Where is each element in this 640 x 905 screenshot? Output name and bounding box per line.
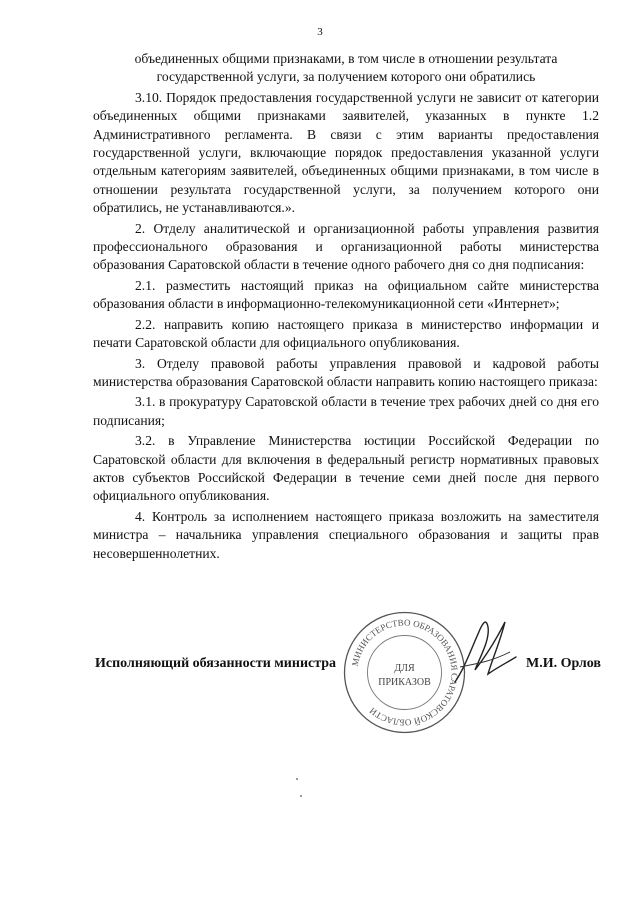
- paragraph-2: 2. Отделу аналитической и организационной работы управления развития профессионального образования и организационной работы министерства образования Саратовской области в течение одного рабочего дня со дня подписания:: [93, 220, 599, 273]
- signatory-name: М.И. Орлов: [526, 656, 601, 671]
- paragraph-3-10: 3.10. Порядок предоставления государственной услуги не зависит от категории объединенных общими признаками заявителей, указанных в пункте 1.2 Административного регламента. В связи с этим варианты предоставления государственной услуги, включающие порядок предоставления указанной услуги отдельным категориям заявителей, объединенных общими признаками, в том числе в отношении результата государственной услуги, за получением которого они обратились, не устанавливаются.».: [93, 89, 599, 216]
- paragraph-3: 3. Отделу правовой работы управления правовой и кадровой работы министерства образования Саратовской области направить копию настоящего приказа:: [93, 355, 599, 389]
- handwritten-signature: [450, 612, 520, 692]
- paragraph-continuation: объединенных общими признаками, в том числе в отношении результата государственной услуги, за получением которого они обратились: [134, 51, 558, 85]
- paragraph-4: 4. Контроль за исполнением настоящего приказа возложить на заместителя министра – начальника управления специального образования и защиты прав несовершеннолетних.: [93, 508, 599, 561]
- official-stamp: [342, 610, 467, 735]
- stamp-center-line1: ДЛЯ: [394, 663, 415, 674]
- stamp-center-line2: ПРИКАЗОВ: [378, 677, 431, 688]
- signatory-title: Исполняющий обязанности министра: [95, 656, 337, 671]
- paragraph-2-1: 2.1. разместить настоящий приказ на официальном сайте министерства образования области в информационно-телекомуникационной сети «Интернет»;: [93, 277, 599, 312]
- scan-artifact-dot: [296, 778, 298, 780]
- paragraph-3-1: 3.1. в прокуратуру Саратовской области в течение трех рабочих дней со дня его подписания;: [93, 394, 599, 428]
- scan-artifact-dot: [300, 795, 302, 797]
- paragraph-3-2: 3.2. в Управление Министерства юстиции Российской Федерации по Саратовской области для включения в федеральный регистр нормативных правовых актов субъектов Российской Федерации в течение семи дней после дня первого официального опубликования.: [93, 433, 599, 504]
- page-number: 3: [317, 26, 323, 38]
- document-body: [93, 50, 599, 565]
- stamp-ring-text: МИНИСТЕРСТВО ОБРАЗОВАНИЯ САРАТОВСКОЙ ОБЛАСТИ: [349, 617, 460, 728]
- paragraph-2-2: 2.2. направить копию настоящего приказа в министерство информации и печати Саратовской области для официального опубликования.: [93, 316, 599, 351]
